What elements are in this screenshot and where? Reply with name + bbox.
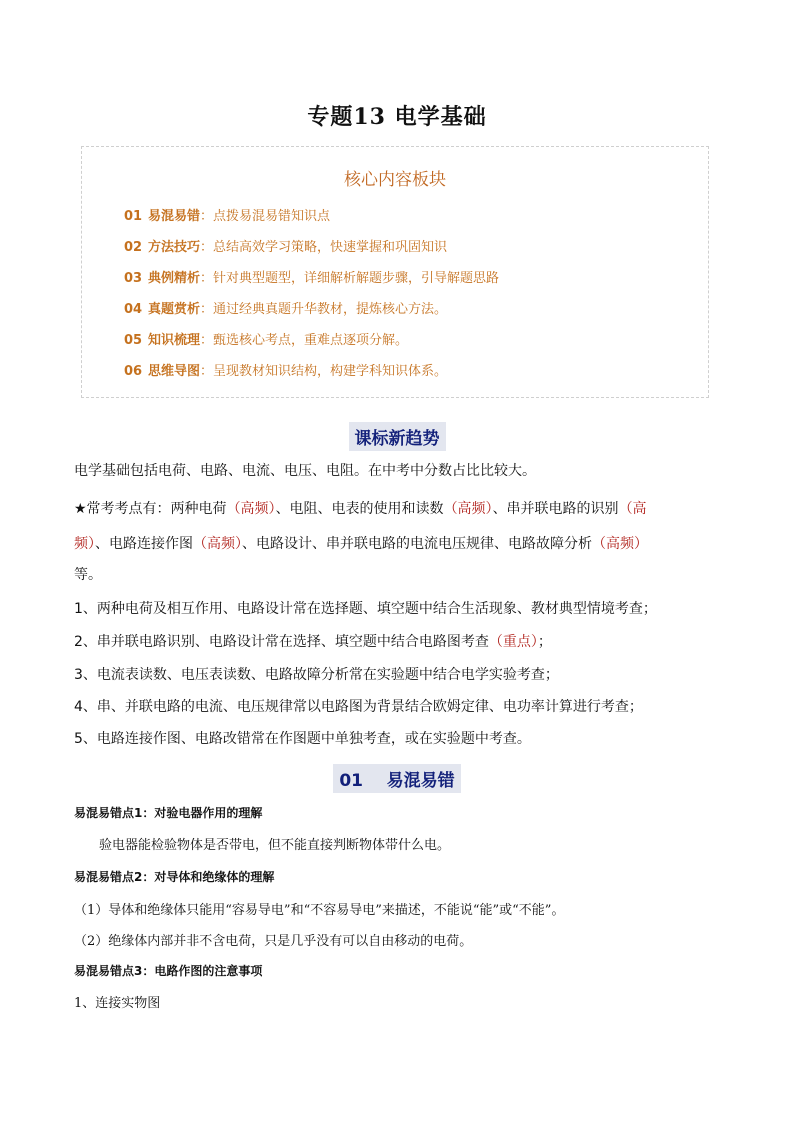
trend-point-5: 5、电路连接作图、电路改错常在作图题中单独考查，或在实验题中考查。 <box>74 731 531 747</box>
trend-star-line2: 频）、电路连接作图（高频）、电路设计、串并联电路的电流电压规律、电路故障分析（高频） <box>74 536 648 552</box>
trend-intro: 电学基础包括电荷、电路、电流、电压、电阻。在中考中分数占比比较大。 <box>74 463 536 479</box>
trend-heading-wrap <box>0 422 794 451</box>
pitfall-2-body-1: （1）导体和绝缘体只能用“容易导电”和“不容易导电”来描述，不能说“能”或“不能”。 <box>74 903 565 918</box>
pitfall-2-body-2: （2）绝缘体内部并非不含电荷，只是几乎没有可以自由移动的电荷。 <box>74 934 473 949</box>
section01-heading: 01 易混易错 <box>333 764 460 793</box>
core-item-02: 02 方法技巧：总结高效学习策略，快速掌握和巩固知识 <box>124 240 448 255</box>
trend-point-4: 4、串、并联电路的电流、电压规律常以电路图为背景结合欧姆定律、电功率计算进行考查； <box>74 699 643 715</box>
core-item-04: 04 真题赏析：通过经典真题升华教材，提炼核心方法。 <box>124 302 448 317</box>
core-item-03: 03 典例精析：针对典型题型，详细解析解题步骤，引导解题思路 <box>124 271 500 286</box>
trend-point-3: 3、电流表读数、电压表读数、电路故障分析常在实验题中结合电学实验考查； <box>74 667 559 683</box>
pitfall-3-body-1: 1、连接实物图 <box>74 996 161 1011</box>
trend-point-1: 1、两种电荷及相互作用、电路设计常在选择题、填空题中结合生活现象、教材典型情境考查； <box>74 601 657 617</box>
section01-heading-wrap <box>0 764 794 793</box>
core-item-06: 06 思维导图：呈现教材知识结构，构建学科知识体系。 <box>124 364 448 379</box>
pitfall-3-title: 易混易错点3：电路作图的注意事项 <box>74 964 263 978</box>
trend-star-line1: ★常考考点有：两种电荷（高频）、电阻、电表的使用和读数（高频）、串并联电路的识别（高 <box>74 501 647 517</box>
page-title: 专题13 电学基础 <box>307 104 487 130</box>
core-content-box <box>81 146 709 398</box>
core-item-01: 01 易混易错：点拨易混易错知识点 <box>124 209 331 224</box>
core-item-05: 05 知识梳理：甄选核心考点，重难点逐项分解。 <box>124 333 409 348</box>
trend-star-line3: 等。 <box>74 567 102 583</box>
pitfall-1-body: 验电器能检验物体是否带电，但不能直接判断物体带什么电。 <box>99 838 451 853</box>
trend-point-2: 2、串并联电路识别、电路设计常在选择、填空题中结合电路图考查（重点）； <box>74 634 552 650</box>
pitfall-1-title: 易混易错点1：对验电器作用的理解 <box>74 806 263 820</box>
core-content-heading: 核心内容板块 <box>344 170 446 190</box>
pitfall-2-title: 易混易错点2：对导体和绝缘体的理解 <box>74 870 275 884</box>
trend-heading: 课标新趋势 <box>349 422 446 451</box>
